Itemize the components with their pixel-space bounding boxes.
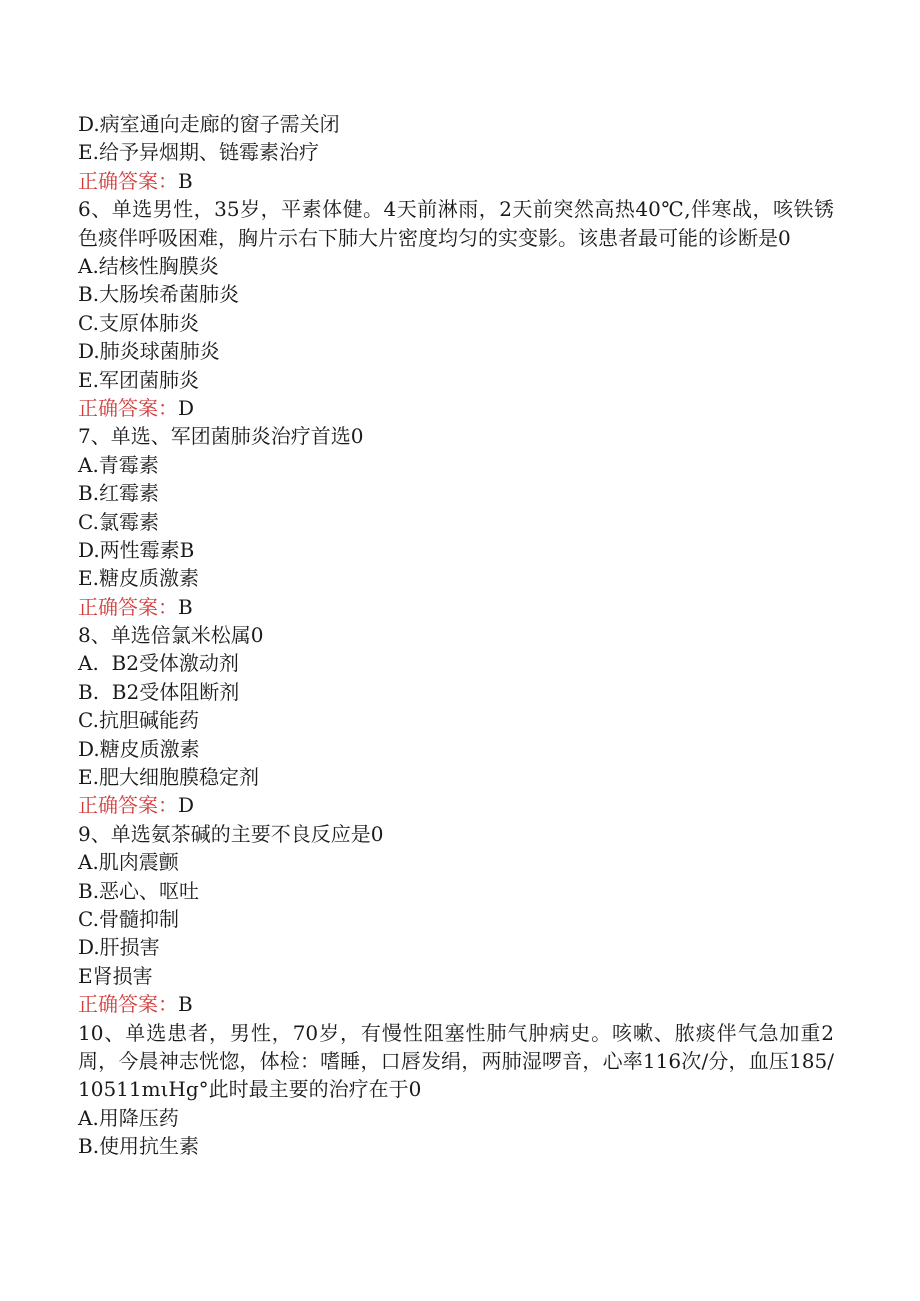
question-9-stem: 9、单选氨茶碱的主要不良反应是0 <box>78 821 384 846</box>
option-a: A.用降压药 <box>78 1105 179 1130</box>
option-e: E.糖皮质激素 <box>78 566 199 591</box>
option-d: D.病室通向走廊的窗子需关闭 <box>78 112 340 136</box>
option-d: D.肺炎球菌肺炎 <box>78 339 220 364</box>
answer-line <box>78 394 838 422</box>
option-b: B.红霉素 <box>78 481 160 506</box>
answer-value: D <box>178 395 195 420</box>
question-10-stem: 10、单选患者，男性，70岁，有慢性阻塞性肺气肿病史。咳嗽、脓痰伴气急加重2周，今晨神志恍惚，体检：嗜睡，口唇发绢，两肺湿啰音，心率116次/分，血压185/10511mιHg°此时最主要的治疗在于0 <box>78 1020 834 1102</box>
option-a: A.结核性胸膜炎 <box>78 253 219 278</box>
answer-line <box>78 167 838 195</box>
answer-line <box>78 791 838 819</box>
option-b: B.使用抗生素 <box>78 1134 200 1159</box>
option-a: A. B2受体激动剂 <box>78 651 239 676</box>
question-7-stem: 7、单选、军团菌肺炎治疗首选0 <box>78 424 364 449</box>
option-d: D.糖皮质激素 <box>78 736 200 761</box>
answer-label: 正确答案： <box>78 992 178 1017</box>
document-page <box>78 110 838 1161</box>
question-8-stem: 8、单选倍氯米松属0 <box>78 623 264 648</box>
option-b: B. B2受体阻断剂 <box>78 679 240 704</box>
answer-label: 正确答案： <box>78 793 178 818</box>
option-b: B.大肠埃希菌肺炎 <box>78 282 240 307</box>
option-b: B.恶心、呕吐 <box>78 878 200 903</box>
option-c: C.氯霉素 <box>78 509 159 534</box>
answer-value: D <box>178 793 195 818</box>
option-d: D.肝损害 <box>78 935 160 960</box>
option-e: E.军团菌肺炎 <box>78 367 199 392</box>
answer-line <box>78 990 838 1018</box>
answer-label: 正确答案： <box>78 168 178 193</box>
option-c: C.支原体肺炎 <box>78 310 199 335</box>
question-6-stem: 6、单选男性，35岁，平素体健。4天前淋雨，2天前突然高热40℃,伴寒战，咳铁锈色痰伴呼吸困难，胸片示右下肺大片密度均匀的实变影。该患者最可能的诊断是0 <box>78 197 834 250</box>
answer-label: 正确答案： <box>78 594 178 619</box>
option-e: E.给予异烟期、链霉素治疗 <box>78 140 319 165</box>
option-e: E.肥大细胞膜稳定剂 <box>78 765 259 790</box>
answer-value: B <box>178 594 193 619</box>
answer-value: B <box>178 168 193 193</box>
option-e: E肾损害 <box>78 963 153 988</box>
answer-label: 正确答案： <box>78 395 178 420</box>
option-a: A.肌肉震颤 <box>78 850 179 875</box>
option-c: C.骨髓抑制 <box>78 906 179 931</box>
option-d: D.两性霉素B <box>78 537 195 562</box>
option-c: C.抗胆碱能药 <box>78 708 199 733</box>
answer-value: B <box>178 992 193 1017</box>
option-a: A.青霉素 <box>78 452 159 477</box>
answer-line <box>78 593 838 621</box>
